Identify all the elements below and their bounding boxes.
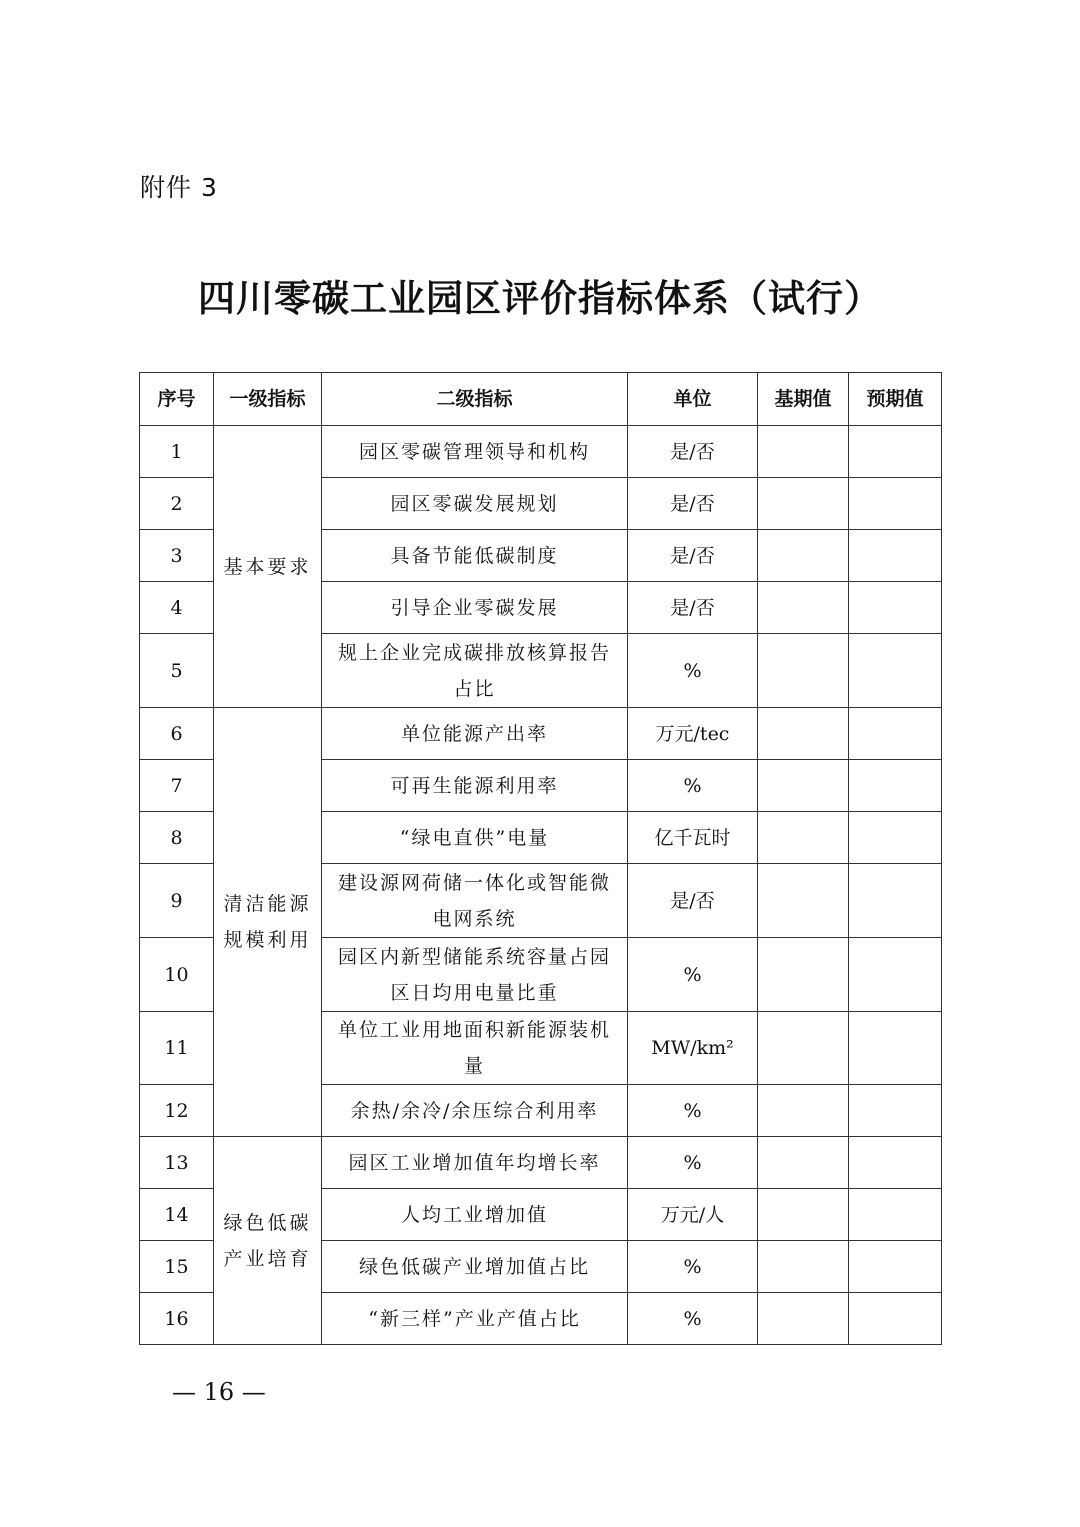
category-cell	[214, 1137, 322, 1345]
base-value-cell	[758, 478, 849, 530]
category-label: 产业培育	[223, 1247, 312, 1270]
row-number: 1	[140, 426, 214, 478]
indicator-cell: “新三样”产业产值占比	[322, 1293, 628, 1345]
base-value-cell	[758, 864, 849, 938]
base-value-cell	[758, 760, 849, 812]
unit-cell: %	[628, 1137, 758, 1189]
expected-value-cell	[849, 812, 942, 864]
header-level1: 一级指标	[214, 373, 322, 426]
table-row	[140, 708, 942, 760]
base-value-cell	[758, 1189, 849, 1241]
indicator-table	[139, 372, 942, 1345]
row-number: 11	[140, 1012, 214, 1085]
unit-cell: 是/否	[628, 530, 758, 582]
base-value-cell	[758, 1137, 849, 1189]
base-value-cell	[758, 812, 849, 864]
expected-value-cell	[849, 1085, 942, 1137]
indicator-cell: 园区零碳发展规划	[322, 478, 628, 530]
expected-value-cell	[849, 1293, 942, 1345]
indicator-cell: 园区内新型储能系统容量占园区日均用电量比重	[322, 938, 628, 1012]
expected-value-cell	[849, 1012, 942, 1085]
category-label: 基本要求	[223, 555, 312, 578]
base-value-cell	[758, 938, 849, 1012]
unit-cell: 是/否	[628, 478, 758, 530]
indicator-cell: 余热/余冷/余压综合利用率	[322, 1085, 628, 1137]
header-level2: 二级指标	[322, 373, 628, 426]
indicator-cell: 具备节能低碳制度	[322, 530, 628, 582]
expected-value-cell	[849, 530, 942, 582]
category-cell	[214, 426, 322, 708]
category-label: 绿色低碳	[223, 1211, 312, 1234]
expected-value-cell	[849, 760, 942, 812]
expected-value-cell	[849, 1137, 942, 1189]
unit-cell: MW/km²	[628, 1012, 758, 1085]
base-value-cell	[758, 1241, 849, 1293]
indicator-cell: 单位工业用地面积新能源装机量	[322, 1012, 628, 1085]
header-base-value: 基期值	[758, 373, 849, 426]
base-value-cell	[758, 634, 849, 708]
indicator-cell: 规上企业完成碳排放核算报告占比	[322, 634, 628, 708]
indicator-cell: 可再生能源利用率	[322, 760, 628, 812]
row-number: 2	[140, 478, 214, 530]
indicator-cell: 引导企业零碳发展	[322, 582, 628, 634]
row-number: 15	[140, 1241, 214, 1293]
table-row	[140, 426, 942, 478]
row-number: 10	[140, 938, 214, 1012]
expected-value-cell	[849, 634, 942, 708]
expected-value-cell	[849, 478, 942, 530]
indicator-cell: 园区零碳管理领导和机构	[322, 426, 628, 478]
base-value-cell	[758, 530, 849, 582]
base-value-cell	[758, 426, 849, 478]
expected-value-cell	[849, 938, 942, 1012]
header-expected-value: 预期值	[849, 373, 942, 426]
indicator-cell: “绿电直供”电量	[322, 812, 628, 864]
base-value-cell	[758, 582, 849, 634]
expected-value-cell	[849, 582, 942, 634]
unit-cell: %	[628, 938, 758, 1012]
row-number: 14	[140, 1189, 214, 1241]
category-label: 规模利用	[223, 929, 312, 951]
row-number: 5	[140, 634, 214, 708]
unit-cell: 是/否	[628, 864, 758, 938]
unit-cell: 亿千瓦时	[628, 812, 758, 864]
base-value-cell	[758, 708, 849, 760]
expected-value-cell	[849, 708, 942, 760]
row-number: 7	[140, 760, 214, 812]
unit-cell: %	[628, 1293, 758, 1345]
page-number: — 16 —	[172, 1378, 266, 1406]
header-unit: 单位	[628, 373, 758, 426]
category-label: 清洁能源	[223, 893, 312, 915]
unit-cell: %	[628, 1241, 758, 1293]
expected-value-cell	[849, 426, 942, 478]
indicator-cell: 园区工业增加值年均增长率	[322, 1137, 628, 1189]
attachment-label: 附件 3	[140, 173, 218, 202]
row-number: 13	[140, 1137, 214, 1189]
table-row	[140, 1137, 942, 1189]
indicator-cell: 人均工业增加值	[322, 1189, 628, 1241]
row-number: 12	[140, 1085, 214, 1137]
table-header-row	[140, 373, 942, 426]
row-number: 8	[140, 812, 214, 864]
indicator-cell: 单位能源产出率	[322, 708, 628, 760]
category-cell	[214, 708, 322, 1137]
expected-value-cell	[849, 1189, 942, 1241]
unit-cell: 是/否	[628, 426, 758, 478]
row-number: 3	[140, 530, 214, 582]
document-title: 四川零碳工业园区评价指标体系（试行）	[198, 277, 882, 320]
base-value-cell	[758, 1012, 849, 1085]
row-number: 6	[140, 708, 214, 760]
unit-cell: %	[628, 760, 758, 812]
expected-value-cell	[849, 1241, 942, 1293]
row-number: 4	[140, 582, 214, 634]
unit-cell: 是/否	[628, 582, 758, 634]
unit-cell: 万元/tec	[628, 708, 758, 760]
expected-value-cell	[849, 864, 942, 938]
indicator-cell: 绿色低碳产业增加值占比	[322, 1241, 628, 1293]
unit-cell: %	[628, 1085, 758, 1137]
unit-cell: %	[628, 634, 758, 708]
row-number: 9	[140, 864, 214, 938]
row-number: 16	[140, 1293, 214, 1345]
base-value-cell	[758, 1293, 849, 1345]
unit-cell: 万元/人	[628, 1189, 758, 1241]
base-value-cell	[758, 1085, 849, 1137]
indicator-cell: 建设源网荷储一体化或智能微电网系统	[322, 864, 628, 938]
header-seq: 序号	[140, 373, 214, 426]
